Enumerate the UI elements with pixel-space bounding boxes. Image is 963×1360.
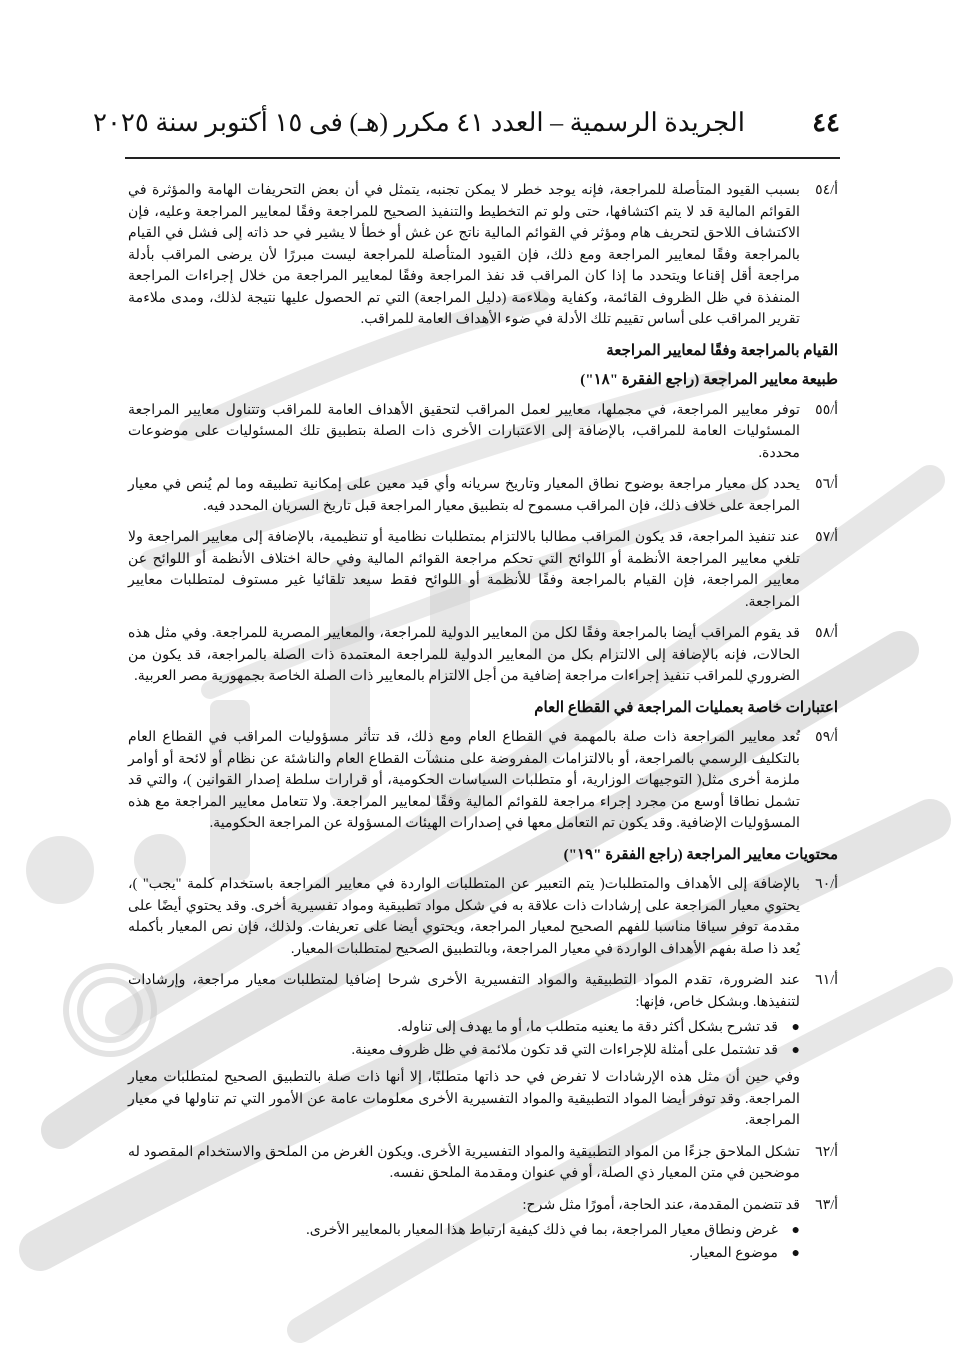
paragraph-number: أ/٦٢ [815, 1144, 838, 1160]
paragraph-text: تُعد معايير المراجعة ذات صلة بالمهمة في القطاع العام ومع ذلك، قد تتأثر مسؤوليات المراقب في القطاع العام بالتكليف الرسمي بالمراجعة، أو بالالتزامات المفروضة على منشآت القطاع العام والناشئة عن نظام أو لائحة أو أوامر ملزمة أخرى مثل( التوجيهات الوزارية، أو متطلبات السياسات الحكومية، أو قرارات سلطة إصدار القوانين )، والتي قد تشمل نطاقا أوسع من مجرد إجراء مراجعة للقوائم المالية وفقًا لمعايير المراجعة. ولا تتعامل معايير المراجعة مع هذه المسؤوليات الإضافية. وقد يكون تم التعامل معها في إصدارات الهيئات المسؤولة عن المراجعة الحكومية. [128, 729, 800, 831]
paragraph-a61 [128, 970, 838, 1013]
section-heading-conducting-audit: القيام بالمراجعة وفقًا لمعايير المراجعة [606, 342, 838, 359]
paragraph-a63 [128, 1195, 838, 1217]
paragraph-text: قد يقوم المراقب أيضا بالمراجعة وفقًا لكل من المعايير الدولية للمراجعة، والمعايير المصرية للمراجعة. وفي مثل هذه الحالات، فإنه بالإضافة إلى الالتزام بكل من المعايير الدولية للمراجعة المعتمدة ذات الصلة بالمراجعة، قد يكون من الضروري للمراقب تنفيذ إجراءات مراجعة إضافية من أجل الالتزام بالمعايير ذات الصلة الخاصة بجمهورية مصر العربية. [128, 625, 800, 684]
paragraph-a55 [128, 400, 838, 465]
page-number: ٤٤ [812, 108, 840, 137]
paragraph-text: قد تتضمن المقدمة، عند الحاجة، أمورًا مثل شرح: [522, 1196, 800, 1213]
list-item-text: قد تشتمل على أمثلة للإجراءات التي قد تكون ملائمة في ظل ظروف معينة. [351, 1041, 778, 1058]
paragraph-text: تشكل الملاحق جزءًا من المواد التطبيقية والمواد التفسيرية الأخرى. ويكون الغرض من الملحق والاستخدام المقصود له موضحين في متن المعيار ذي الصلة، أو في عنوان ومقدمة الملحق نفسه. [128, 1143, 800, 1181]
paragraph-number: أ/٦٣ [815, 1197, 838, 1213]
paragraph-number: أ/٥٥ [815, 402, 838, 418]
paragraph-number: أ/٥٧ [815, 530, 838, 545]
section-heading-contents-of-standards: محتويات معايير المراجعة (راجع الفقرة "١٩") [563, 846, 838, 863]
bullet-icon: ● [791, 1020, 800, 1035]
bullet-icon: ● [791, 1245, 800, 1261]
paragraph-text: يحدد كل معيار مراجعة بوضوح نطاق المعيار وتاريخ سريانه وأي قيد معين على إمكانية تطبيقه وما لم يُنص في معيار المراجعة على خلاف ذلك، فإن المراقب مسموح له بتطبيق معيار المراجعة قبل تاريخ السريان المحدد فيه. [128, 476, 800, 514]
list-item-text: غرض ونطاق معيار المراجعة، بما في ذلك كيفية ارتباط هذا المعيار بالمعايير الأخرى. [306, 1222, 778, 1238]
list-item [128, 1040, 800, 1062]
paragraph-text: بسبب القيود المتأصلة للمراجعة، فإنه يوجد خطر لا يمكن تجنبه، يتمثل في أن بعض التحريفات الهامة والمؤثرة في القوائم المالية قد لا يتم اكتشافها، حتى ولو تم التخطيط والتنفيذ الصحيح للمراجعة وفقًا لمعايير المراجعة وعليه، فإن الاكتشاف اللاحق لتحريف هام ومؤثر في القوائم المالية ناتج عن غش أو خطأ لا يشير في حد ذاته إلى فشل في القيام بالمراجعة وفقًا لمعايير المراجعة ومع ذلك، فإن القيود المتأصلة للمراجعة ليست مبررًا لأن يرضى المراقب بأدلة مراجعة أقل إقناعا ويتحدد ما إذا كان المراقب قد نفذ المراجعة وفقًا لمعايير المراجعة من خلال إجراءات المراجعة المنفذة في ظل الظروف القائمة، وكفاية وملاءمة (دليل المراجعة) التي تم الحصول عليها نتيجة لذلك، ومدى ملاءمة تقرير المراقب على أساس تقييم تلك الأدلة في ضوء الأهداف العامة للمراقب. [128, 182, 800, 327]
paragraph-number: أ/٥٩ [815, 730, 838, 745]
paragraph-number: أ/٥٨ [815, 626, 838, 641]
paragraph-number: أ/٥٤ [815, 183, 838, 198]
document-body [128, 180, 838, 1270]
page-header [93, 108, 840, 148]
paragraph-text: بالإضافة إلى الأهداف والمتطلبات( يتم التعبير عن المتطلبات الواردة في معايير المراجعة باستخدام كلمة "يجب" )، يحتوي معيار المراجعة على إرشادات ذات علاقة به في شكل مواد تطبيقية ومواد تفسيرية أخرى. وقد يحتوي أيضًا على مقدمة توفر سياقا مناسبا للفهم الصحيح لمعيار المراجعة، ويحتوي أيضا على تعريفات. ولذلك، فإن نص المعيار بأكمله يُعد ذا صلة بفهم الأهداف الواردة في معيار المراجعة، وبالتطبيق الصحيح لمتطلبات المعيار. [128, 876, 800, 957]
paragraph-a58 [128, 623, 838, 688]
paragraph-number: أ/٥٦ [815, 477, 838, 492]
paragraph-a54 [128, 180, 838, 331]
paragraph-text: عند الضرورة، تقدم المواد التطبيقية والمواد التفسيرية الأخرى شرحا إضافيا لمتطلبات معيار مراجعة، وإرشادات لتنفيذها. وبشكل خاص، فإنها: [128, 972, 801, 1010]
paragraph-a62 [128, 1142, 838, 1185]
paragraph-number: أ/٦١ [815, 973, 838, 988]
gazette-title: الجريدة الرسمية – العدد ٤١ مكرر (هـ) فى ١٥ أكتوبر سنة ٢٠٢٥ [93, 108, 745, 137]
header-divider [125, 157, 840, 159]
list-item [128, 1243, 800, 1265]
list-item-text: موضوع المعيار. [689, 1244, 778, 1261]
paragraph-a60 [128, 874, 838, 960]
paragraph-a59 [128, 727, 838, 835]
paragraph-a61-followup: وفي حين أن مثل هذه الإرشادات لا تفرض في حد ذاتها متطلبًا، إلا أنها ذات صلة بالتطبيق الصحيح لمتطلبات معيار المراجعة. وقد توفر أيضا المواد التطبيقية والمواد التفسيرية الأخرى معلومات عامة عن الأمور التي تم تناولها في معيار المراجعة. [128, 1069, 800, 1128]
bullet-icon: ● [791, 1223, 800, 1238]
paragraph-number: أ/٦٠ [815, 877, 838, 892]
section-heading-nature-of-standards: طبيعة معايير المراجعة (راجع الفقرة "١٨") [580, 372, 838, 388]
paragraph-text: توفر معايير المراجعة، في مجملها، معايير لعمل المراقب لتحقيق الأهداف العامة للمراقب وتتناول معايير المراجعة المسئوليات العامة للمراقب، بالإضافة إلى الاعتبارات الأخرى ذات الصلة بتطبيق تلك المسئوليات على موضوعات محددة. [128, 401, 800, 461]
list-item [128, 1017, 800, 1039]
bullet-list-a61 [128, 1017, 838, 1061]
paragraph-a57 [128, 527, 838, 613]
bullet-list-a63 [128, 1220, 838, 1264]
paragraph-a56 [128, 474, 838, 517]
list-item-text: قد تشرح بشكل أكثر دقة ما يعنيه متطلب ما، أو ما يهدف إلى تناوله. [397, 1019, 778, 1035]
paragraph-text: عند تنفيذ المراجعة، قد يكون المراقب مطالبا بالالتزام بمتطلبات نظامية أو تنظيمية، بالإضافة إلى معايير المراجعة ولا تلغي معايير المراجعة الأنظمة أو اللوائح التي تحكم مراجعة القوائم المالية وفي حالة اختلاف الأنظمة أو اللوائح عن معايير المراجعة، فإن القيام بالمراجعة وفقًا للأنظمة أو اللوائح فقط سيعد تلقائيا غير مستوف لمتطلبات معايير المراجعة. [128, 529, 800, 610]
list-item [128, 1220, 800, 1242]
bullet-icon: ● [791, 1042, 800, 1058]
section-heading-public-sector: اعتبارات خاصة بعمليات المراجعة في القطاع العام [534, 699, 838, 716]
